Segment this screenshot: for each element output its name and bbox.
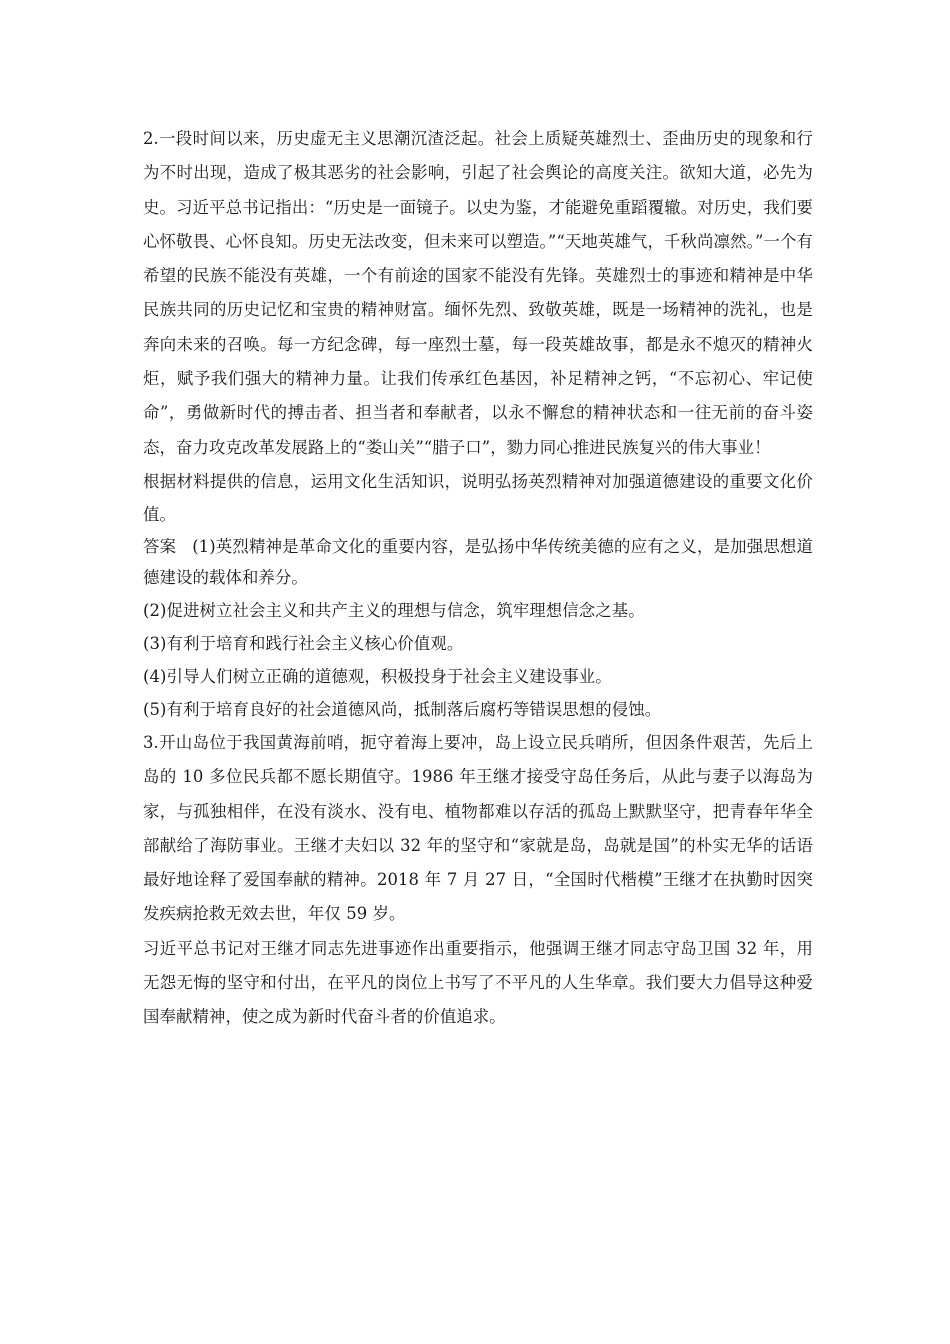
question-2-material: 2.一段时间以来，历史虚无主义思潮沉渣泛起。社会上质疑英雄烈士、歪曲历史的现象和行为不时出现，造成了极其恶劣的社会影响，引起了社会舆论的高度关注。欲知大道，必先为史。习近平总书记指出：“历史是一面镜子。以史为鉴，才能避免重蹈覆辙。对历史，我们要心怀敬畏、心怀良知。历史无法改变，但未来可以塑造。”“天地英雄气，千秋尚凛然。”一个有希望的民族不能没有英雄，一个有前途的国家不能没有先锋。英雄烈士的事迹和精神是中华民族共同的历史记忆和宝贵的精神财富。缅怀先烈、致敬英雄，既是一场精神的洗礼，也是奔向未来的召唤。每一方纪念碑，每一座烈士墓，每一段英雄故事，都是永不熄灭的精神火炬，赋予我们强大的精神力量。让我们传承红色基因，补足精神之钙，“不忘初心、牢记使命”，勇做新时代的搏击者、担当者和奉献者，以永不懈怠的精神状态和一往无前的奋斗姿态，奋力攻克改革发展路上的“娄山关”“腊子口”，勠力同心推进民族复兴的伟大事业！ (143, 129, 813, 457)
answer-1 (143, 531, 813, 594)
document-body (143, 122, 813, 1035)
question-2-prompt: 根据材料提供的信息，运用文化生活知识，说明弘扬英烈精神对加强道德建设的重要文化价值。 (143, 471, 813, 524)
answer-2: (2)促进树立社会主义和共产主义的理想与信念，筑牢理想信念之基。 (143, 600, 645, 620)
answer-3: (3)有利于培育和践行社会主义核心价值观。 (143, 633, 464, 653)
answer-5: (5)有利于培育良好的社会道德风尚，抵制落后腐朽等错误思想的侵蚀。 (143, 699, 662, 719)
answer-label: 答案 (143, 536, 177, 556)
answer-1-text: (1)英烈精神是革命文化的重要内容，是弘扬中华传统美德的应有之义，是加强思想道德建设的载体和养分。 (143, 536, 813, 588)
question-3-material: 3.开山岛位于我国黄海前哨，扼守着海上要冲，岛上设立民兵哨所，但因条件艰苦，先后上岛的 10 多位民兵都不愿长期值守。1986 年王继才接受守岛任务后，从此与妻子以海岛为家，与孤独相伴，在没有淡水、没有电、植物都难以存活的孤岛上默默坚守，把青春年华全部献给了海防事业。王继才夫妇以 32 年的坚守和“家就是岛，岛就是国”的朴实无华的话语最好地诠释了爱国奉献的精神。2018 年 7 月 27 日，“全国时代楷模”王继才在执勤时因突发疾病抢救无效去世，年仅 59 岁。 (143, 732, 813, 924)
question-3-material-continued: 习近平总书记对王继才同志先进事迹作出重要指示，他强调王继才同志守岛卫国 32 年，用无怨无悔的坚守和付出，在平凡的岗位上书写了不平凡的人生华章。我们要大力倡导这种爱国奉献精神，使之成为新时代奋斗者的价值追求。 (143, 938, 813, 1027)
answer-4: (4)引导人们树立正确的道德观，积极投身于社会主义建设事业。 (143, 666, 612, 686)
